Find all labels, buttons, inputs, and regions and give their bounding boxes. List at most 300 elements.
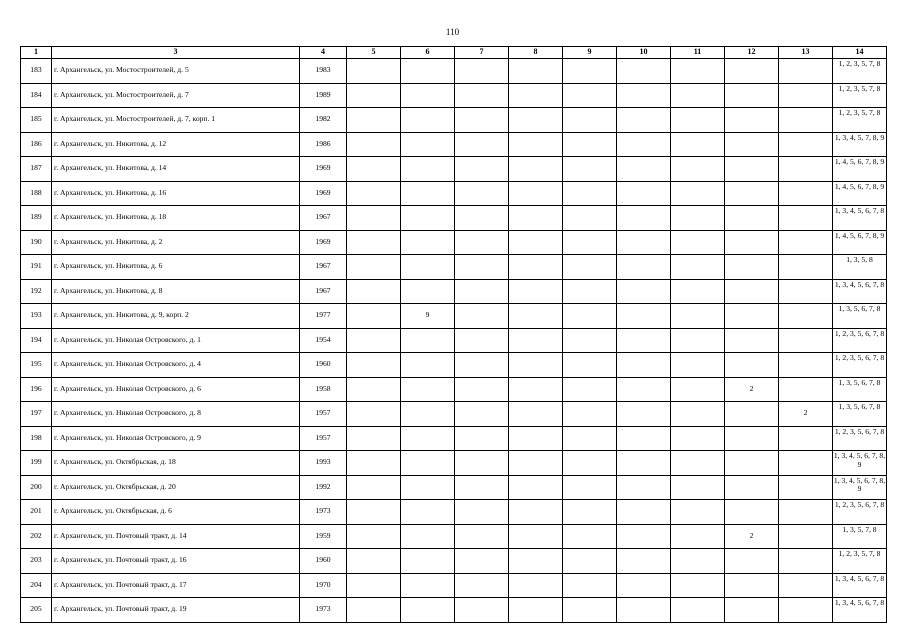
year-cell: 1967: [300, 255, 347, 280]
col11-cell: [671, 255, 725, 280]
col10-cell: [617, 157, 671, 182]
col10-cell: [617, 451, 671, 476]
col13-cell: [779, 108, 833, 133]
col11-cell: [671, 549, 725, 574]
col-header: 4: [300, 47, 347, 59]
codes-cell: 1, 2, 3, 5, 6, 7, 8: [833, 426, 887, 451]
col11-cell: [671, 475, 725, 500]
table-row: [21, 132, 887, 157]
col5-cell: [347, 304, 401, 329]
table-row: [21, 279, 887, 304]
col13-cell: [779, 500, 833, 525]
col12-cell: [725, 549, 779, 574]
col13-cell: [779, 132, 833, 157]
year-cell: 1954: [300, 328, 347, 353]
address-cell: г. Архангельск, ул. Николая Островского, д. 9: [52, 426, 300, 451]
year-cell: 1969: [300, 157, 347, 182]
col9-cell: [563, 524, 617, 549]
year-cell: 1960: [300, 549, 347, 574]
col12-cell: [725, 598, 779, 623]
col9-cell: [563, 549, 617, 574]
col8-cell: [509, 598, 563, 623]
col12-cell: [725, 83, 779, 108]
col7-cell: [455, 230, 509, 255]
col7-cell: [455, 59, 509, 84]
col8-cell: [509, 475, 563, 500]
col10-cell: [617, 255, 671, 280]
address-cell: г. Архангельск, ул. Никитова, д. 18: [52, 206, 300, 231]
col-header: 7: [455, 47, 509, 59]
row-number: 194: [21, 328, 52, 353]
col11-cell: [671, 402, 725, 427]
col11-cell: [671, 59, 725, 84]
col12-cell: [725, 59, 779, 84]
codes-cell: 1, 3, 5, 6, 7, 8: [833, 304, 887, 329]
col10-cell: [617, 475, 671, 500]
col12-cell: [725, 157, 779, 182]
col8-cell: [509, 451, 563, 476]
col10-cell: [617, 377, 671, 402]
year-cell: 1967: [300, 206, 347, 231]
col7-cell: [455, 255, 509, 280]
col11-cell: [671, 500, 725, 525]
table-row: [21, 451, 887, 476]
col10-cell: [617, 279, 671, 304]
codes-cell: 1, 2, 3, 5, 7, 8: [833, 83, 887, 108]
codes-cell: 1, 2, 3, 5, 6, 7, 8: [833, 353, 887, 378]
col8-cell: [509, 426, 563, 451]
col-header: 6: [401, 47, 455, 59]
year-cell: 1957: [300, 426, 347, 451]
row-number: 189: [21, 206, 52, 231]
col10-cell: [617, 426, 671, 451]
row-number: 197: [21, 402, 52, 427]
year-cell: 1958: [300, 377, 347, 402]
address-cell: г. Архангельск, ул. Почтовый тракт, д. 14: [52, 524, 300, 549]
col13-cell: [779, 353, 833, 378]
col9-cell: [563, 402, 617, 427]
col5-cell: [347, 402, 401, 427]
col5-cell: [347, 279, 401, 304]
col8-cell: [509, 181, 563, 206]
col7-cell: [455, 451, 509, 476]
col6-cell: [401, 157, 455, 182]
codes-cell: 1, 3, 4, 5, 6, 7, 8: [833, 598, 887, 623]
col5-cell: [347, 573, 401, 598]
col5-cell: [347, 132, 401, 157]
codes-cell: 1, 3, 5, 6, 7, 8: [833, 402, 887, 427]
col7-cell: [455, 598, 509, 623]
col12-cell: [725, 353, 779, 378]
col6-cell: [401, 598, 455, 623]
col6-cell: [401, 279, 455, 304]
year-cell: 1970: [300, 573, 347, 598]
codes-cell: 1, 3, 4, 5, 7, 8, 9: [833, 132, 887, 157]
col8-cell: [509, 500, 563, 525]
col-header: 5: [347, 47, 401, 59]
page-number: 110: [445, 27, 460, 37]
col11-cell: [671, 426, 725, 451]
codes-cell: 1, 4, 5, 6, 7, 8, 9: [833, 230, 887, 255]
col9-cell: [563, 573, 617, 598]
col-header: 10: [617, 47, 671, 59]
table-row: [21, 353, 887, 378]
col12-cell: [725, 402, 779, 427]
col10-cell: [617, 230, 671, 255]
col6-cell: [401, 524, 455, 549]
col7-cell: [455, 328, 509, 353]
col5-cell: [347, 83, 401, 108]
year-cell: 1973: [300, 500, 347, 525]
col11-cell: [671, 108, 725, 133]
col5-cell: [347, 524, 401, 549]
col6-cell: [401, 402, 455, 427]
col11-cell: [671, 83, 725, 108]
codes-cell: 1, 2, 3, 5, 7, 8: [833, 108, 887, 133]
col10-cell: [617, 500, 671, 525]
col13-cell: [779, 206, 833, 231]
col-header: 8: [509, 47, 563, 59]
year-cell: 1973: [300, 598, 347, 623]
codes-cell: 1, 3, 4, 5, 6, 7, 8: [833, 573, 887, 598]
table-row: [21, 181, 887, 206]
codes-cell: 1, 4, 5, 6, 7, 8, 9: [833, 157, 887, 182]
row-number: 202: [21, 524, 52, 549]
address-cell: г. Архангельск, ул. Николая Островского, д. 1: [52, 328, 300, 353]
row-number: 186: [21, 132, 52, 157]
row-number: 200: [21, 475, 52, 500]
col5-cell: [347, 255, 401, 280]
col13-cell: [779, 83, 833, 108]
year-cell: 1989: [300, 83, 347, 108]
codes-cell: 1, 2, 3, 5, 6, 7, 8: [833, 328, 887, 353]
col9-cell: [563, 500, 617, 525]
col11-cell: [671, 181, 725, 206]
table-row: [21, 230, 887, 255]
col10-cell: [617, 206, 671, 231]
col5-cell: [347, 230, 401, 255]
col12-cell: [725, 451, 779, 476]
col11-cell: [671, 573, 725, 598]
row-number: 190: [21, 230, 52, 255]
year-cell: 1969: [300, 230, 347, 255]
col11-cell: [671, 328, 725, 353]
table-row: [21, 573, 887, 598]
col6-cell: 9: [401, 304, 455, 329]
table-row: [21, 108, 887, 133]
col8-cell: [509, 328, 563, 353]
col-header: 3: [52, 47, 300, 59]
col6-cell: [401, 426, 455, 451]
col10-cell: [617, 598, 671, 623]
col11-cell: [671, 304, 725, 329]
col6-cell: [401, 206, 455, 231]
col8-cell: [509, 549, 563, 574]
col7-cell: [455, 353, 509, 378]
col11-cell: [671, 206, 725, 231]
col6-cell: [401, 573, 455, 598]
col13-cell: [779, 475, 833, 500]
col9-cell: [563, 108, 617, 133]
codes-cell: 1, 2, 3, 5, 6, 7, 8: [833, 500, 887, 525]
col12-cell: [725, 304, 779, 329]
col12-cell: [725, 475, 779, 500]
col7-cell: [455, 573, 509, 598]
col12-cell: [725, 500, 779, 525]
row-number: 188: [21, 181, 52, 206]
col10-cell: [617, 108, 671, 133]
col12-cell: [725, 573, 779, 598]
table-row: [21, 500, 887, 525]
col5-cell: [347, 549, 401, 574]
row-number: 198: [21, 426, 52, 451]
col13-cell: [779, 59, 833, 84]
table-row: [21, 157, 887, 182]
col8-cell: [509, 230, 563, 255]
row-number: 201: [21, 500, 52, 525]
header-row: [21, 47, 887, 59]
year-cell: 1960: [300, 353, 347, 378]
col7-cell: [455, 83, 509, 108]
year-cell: 1977: [300, 304, 347, 329]
col7-cell: [455, 181, 509, 206]
table-row: [21, 59, 887, 84]
col13-cell: [779, 279, 833, 304]
col13-cell: [779, 328, 833, 353]
col9-cell: [563, 230, 617, 255]
col7-cell: [455, 279, 509, 304]
year-cell: 1982: [300, 108, 347, 133]
col12-cell: [725, 426, 779, 451]
col5-cell: [347, 377, 401, 402]
col6-cell: [401, 328, 455, 353]
col12-cell: 2: [725, 524, 779, 549]
codes-cell: 1, 3, 4, 5, 6, 7, 8, 9: [833, 451, 887, 476]
col13-cell: [779, 230, 833, 255]
col9-cell: [563, 426, 617, 451]
col8-cell: [509, 83, 563, 108]
col12-cell: [725, 206, 779, 231]
col5-cell: [347, 353, 401, 378]
col12-cell: [725, 132, 779, 157]
row-number: 199: [21, 451, 52, 476]
address-cell: г. Архангельск, ул. Октябрьская, д. 18: [52, 451, 300, 476]
col11-cell: [671, 377, 725, 402]
col11-cell: [671, 598, 725, 623]
col7-cell: [455, 108, 509, 133]
col9-cell: [563, 598, 617, 623]
col-header: 13: [779, 47, 833, 59]
col10-cell: [617, 181, 671, 206]
codes-cell: 1, 4, 5, 6, 7, 8, 9: [833, 181, 887, 206]
col6-cell: [401, 549, 455, 574]
year-cell: 1957: [300, 402, 347, 427]
col12-cell: [725, 230, 779, 255]
codes-cell: 1, 2, 3, 5, 7, 8: [833, 549, 887, 574]
address-cell: г. Архангельск, ул. Почтовый тракт, д. 17: [52, 573, 300, 598]
col-header: 11: [671, 47, 725, 59]
col12-cell: [725, 279, 779, 304]
col10-cell: [617, 353, 671, 378]
col10-cell: [617, 304, 671, 329]
col13-cell: [779, 181, 833, 206]
col7-cell: [455, 402, 509, 427]
codes-cell: 1, 2, 3, 5, 7, 8: [833, 59, 887, 84]
table-row: [21, 83, 887, 108]
codes-cell: 1, 3, 5, 8: [833, 255, 887, 280]
address-cell: г. Архангельск, ул. Мостостроителей, д. 7, корп. 1: [52, 108, 300, 133]
col13-cell: [779, 377, 833, 402]
col9-cell: [563, 59, 617, 84]
table-row: [21, 402, 887, 427]
year-cell: 1967: [300, 279, 347, 304]
col13-cell: [779, 426, 833, 451]
col13-cell: [779, 255, 833, 280]
address-cell: г. Архангельск, ул. Никитова, д. 14: [52, 157, 300, 182]
row-number: 183: [21, 59, 52, 84]
year-cell: 1983: [300, 59, 347, 84]
col9-cell: [563, 255, 617, 280]
address-cell: г. Архангельск, ул. Мостостроителей, д. 7: [52, 83, 300, 108]
address-cell: г. Архангельск, ул. Николая Островского, д. 6: [52, 377, 300, 402]
col7-cell: [455, 475, 509, 500]
col7-cell: [455, 500, 509, 525]
col11-cell: [671, 132, 725, 157]
address-cell: г. Архангельск, ул. Почтовый тракт, д. 19: [52, 598, 300, 623]
col5-cell: [347, 475, 401, 500]
address-cell: г. Архангельск, ул. Никитова, д. 6: [52, 255, 300, 280]
address-cell: г. Архангельск, ул. Почтовый тракт, д. 16: [52, 549, 300, 574]
col12-cell: [725, 181, 779, 206]
year-cell: 1986: [300, 132, 347, 157]
col11-cell: [671, 451, 725, 476]
codes-cell: 1, 3, 4, 5, 6, 7, 8: [833, 279, 887, 304]
col7-cell: [455, 304, 509, 329]
col6-cell: [401, 108, 455, 133]
row-number: 204: [21, 573, 52, 598]
col12-cell: 2: [725, 377, 779, 402]
address-cell: г. Архангельск, ул. Никитова, д. 16: [52, 181, 300, 206]
col13-cell: [779, 549, 833, 574]
address-cell: г. Архангельск, ул. Николая Островского, д. 4: [52, 353, 300, 378]
col10-cell: [617, 328, 671, 353]
row-number: 203: [21, 549, 52, 574]
col9-cell: [563, 181, 617, 206]
year-cell: 1959: [300, 524, 347, 549]
col12-cell: [725, 108, 779, 133]
col5-cell: [347, 451, 401, 476]
table-row: [21, 426, 887, 451]
year-cell: 1992: [300, 475, 347, 500]
col10-cell: [617, 549, 671, 574]
col13-cell: [779, 451, 833, 476]
row-number: 187: [21, 157, 52, 182]
col13-cell: [779, 524, 833, 549]
col10-cell: [617, 524, 671, 549]
col5-cell: [347, 426, 401, 451]
col9-cell: [563, 132, 617, 157]
col9-cell: [563, 83, 617, 108]
address-cell: г. Архангельск, ул. Мостостроителей, д. 5: [52, 59, 300, 84]
col8-cell: [509, 206, 563, 231]
col13-cell: [779, 573, 833, 598]
address-cell: г. Архангельск, ул. Никитова, д. 8: [52, 279, 300, 304]
col7-cell: [455, 426, 509, 451]
row-number: 185: [21, 108, 52, 133]
year-cell: 1993: [300, 451, 347, 476]
col-header: 14: [833, 47, 887, 59]
col10-cell: [617, 132, 671, 157]
address-cell: г. Архангельск, ул. Октябрьская, д. 20: [52, 475, 300, 500]
col9-cell: [563, 206, 617, 231]
col12-cell: [725, 255, 779, 280]
row-number: 191: [21, 255, 52, 280]
codes-cell: 1, 3, 4, 5, 6, 7, 8: [833, 206, 887, 231]
col6-cell: [401, 59, 455, 84]
col5-cell: [347, 59, 401, 84]
col6-cell: [401, 83, 455, 108]
col-header: 9: [563, 47, 617, 59]
row-number: 192: [21, 279, 52, 304]
year-cell: 1969: [300, 181, 347, 206]
col13-cell: [779, 157, 833, 182]
table-row: [21, 549, 887, 574]
col8-cell: [509, 132, 563, 157]
col11-cell: [671, 157, 725, 182]
col8-cell: [509, 59, 563, 84]
col8-cell: [509, 573, 563, 598]
col5-cell: [347, 598, 401, 623]
table-row: [21, 475, 887, 500]
address-cell: г. Архангельск, ул. Никитова, д. 9, корп. 2: [52, 304, 300, 329]
col7-cell: [455, 377, 509, 402]
address-cell: г. Архангельск, ул. Октябрьская, д. 6: [52, 500, 300, 525]
col9-cell: [563, 304, 617, 329]
col7-cell: [455, 132, 509, 157]
col9-cell: [563, 353, 617, 378]
col9-cell: [563, 451, 617, 476]
col8-cell: [509, 402, 563, 427]
table-row: [21, 598, 887, 623]
col8-cell: [509, 353, 563, 378]
table-row: [21, 524, 887, 549]
col9-cell: [563, 279, 617, 304]
col11-cell: [671, 353, 725, 378]
col8-cell: [509, 279, 563, 304]
col13-cell: [779, 304, 833, 329]
col5-cell: [347, 108, 401, 133]
row-number: 195: [21, 353, 52, 378]
col6-cell: [401, 377, 455, 402]
col5-cell: [347, 181, 401, 206]
col7-cell: [455, 524, 509, 549]
col6-cell: [401, 181, 455, 206]
row-number: 184: [21, 83, 52, 108]
codes-cell: 1, 3, 4, 5, 6, 7, 8, 9: [833, 475, 887, 500]
col11-cell: [671, 279, 725, 304]
address-cell: г. Архангельск, ул. Никитова, д. 12: [52, 132, 300, 157]
codes-cell: 1, 3, 5, 7, 8: [833, 524, 887, 549]
col10-cell: [617, 573, 671, 598]
col10-cell: [617, 402, 671, 427]
col9-cell: [563, 475, 617, 500]
col9-cell: [563, 328, 617, 353]
col8-cell: [509, 377, 563, 402]
row-number: 205: [21, 598, 52, 623]
col9-cell: [563, 157, 617, 182]
col6-cell: [401, 230, 455, 255]
col7-cell: [455, 157, 509, 182]
